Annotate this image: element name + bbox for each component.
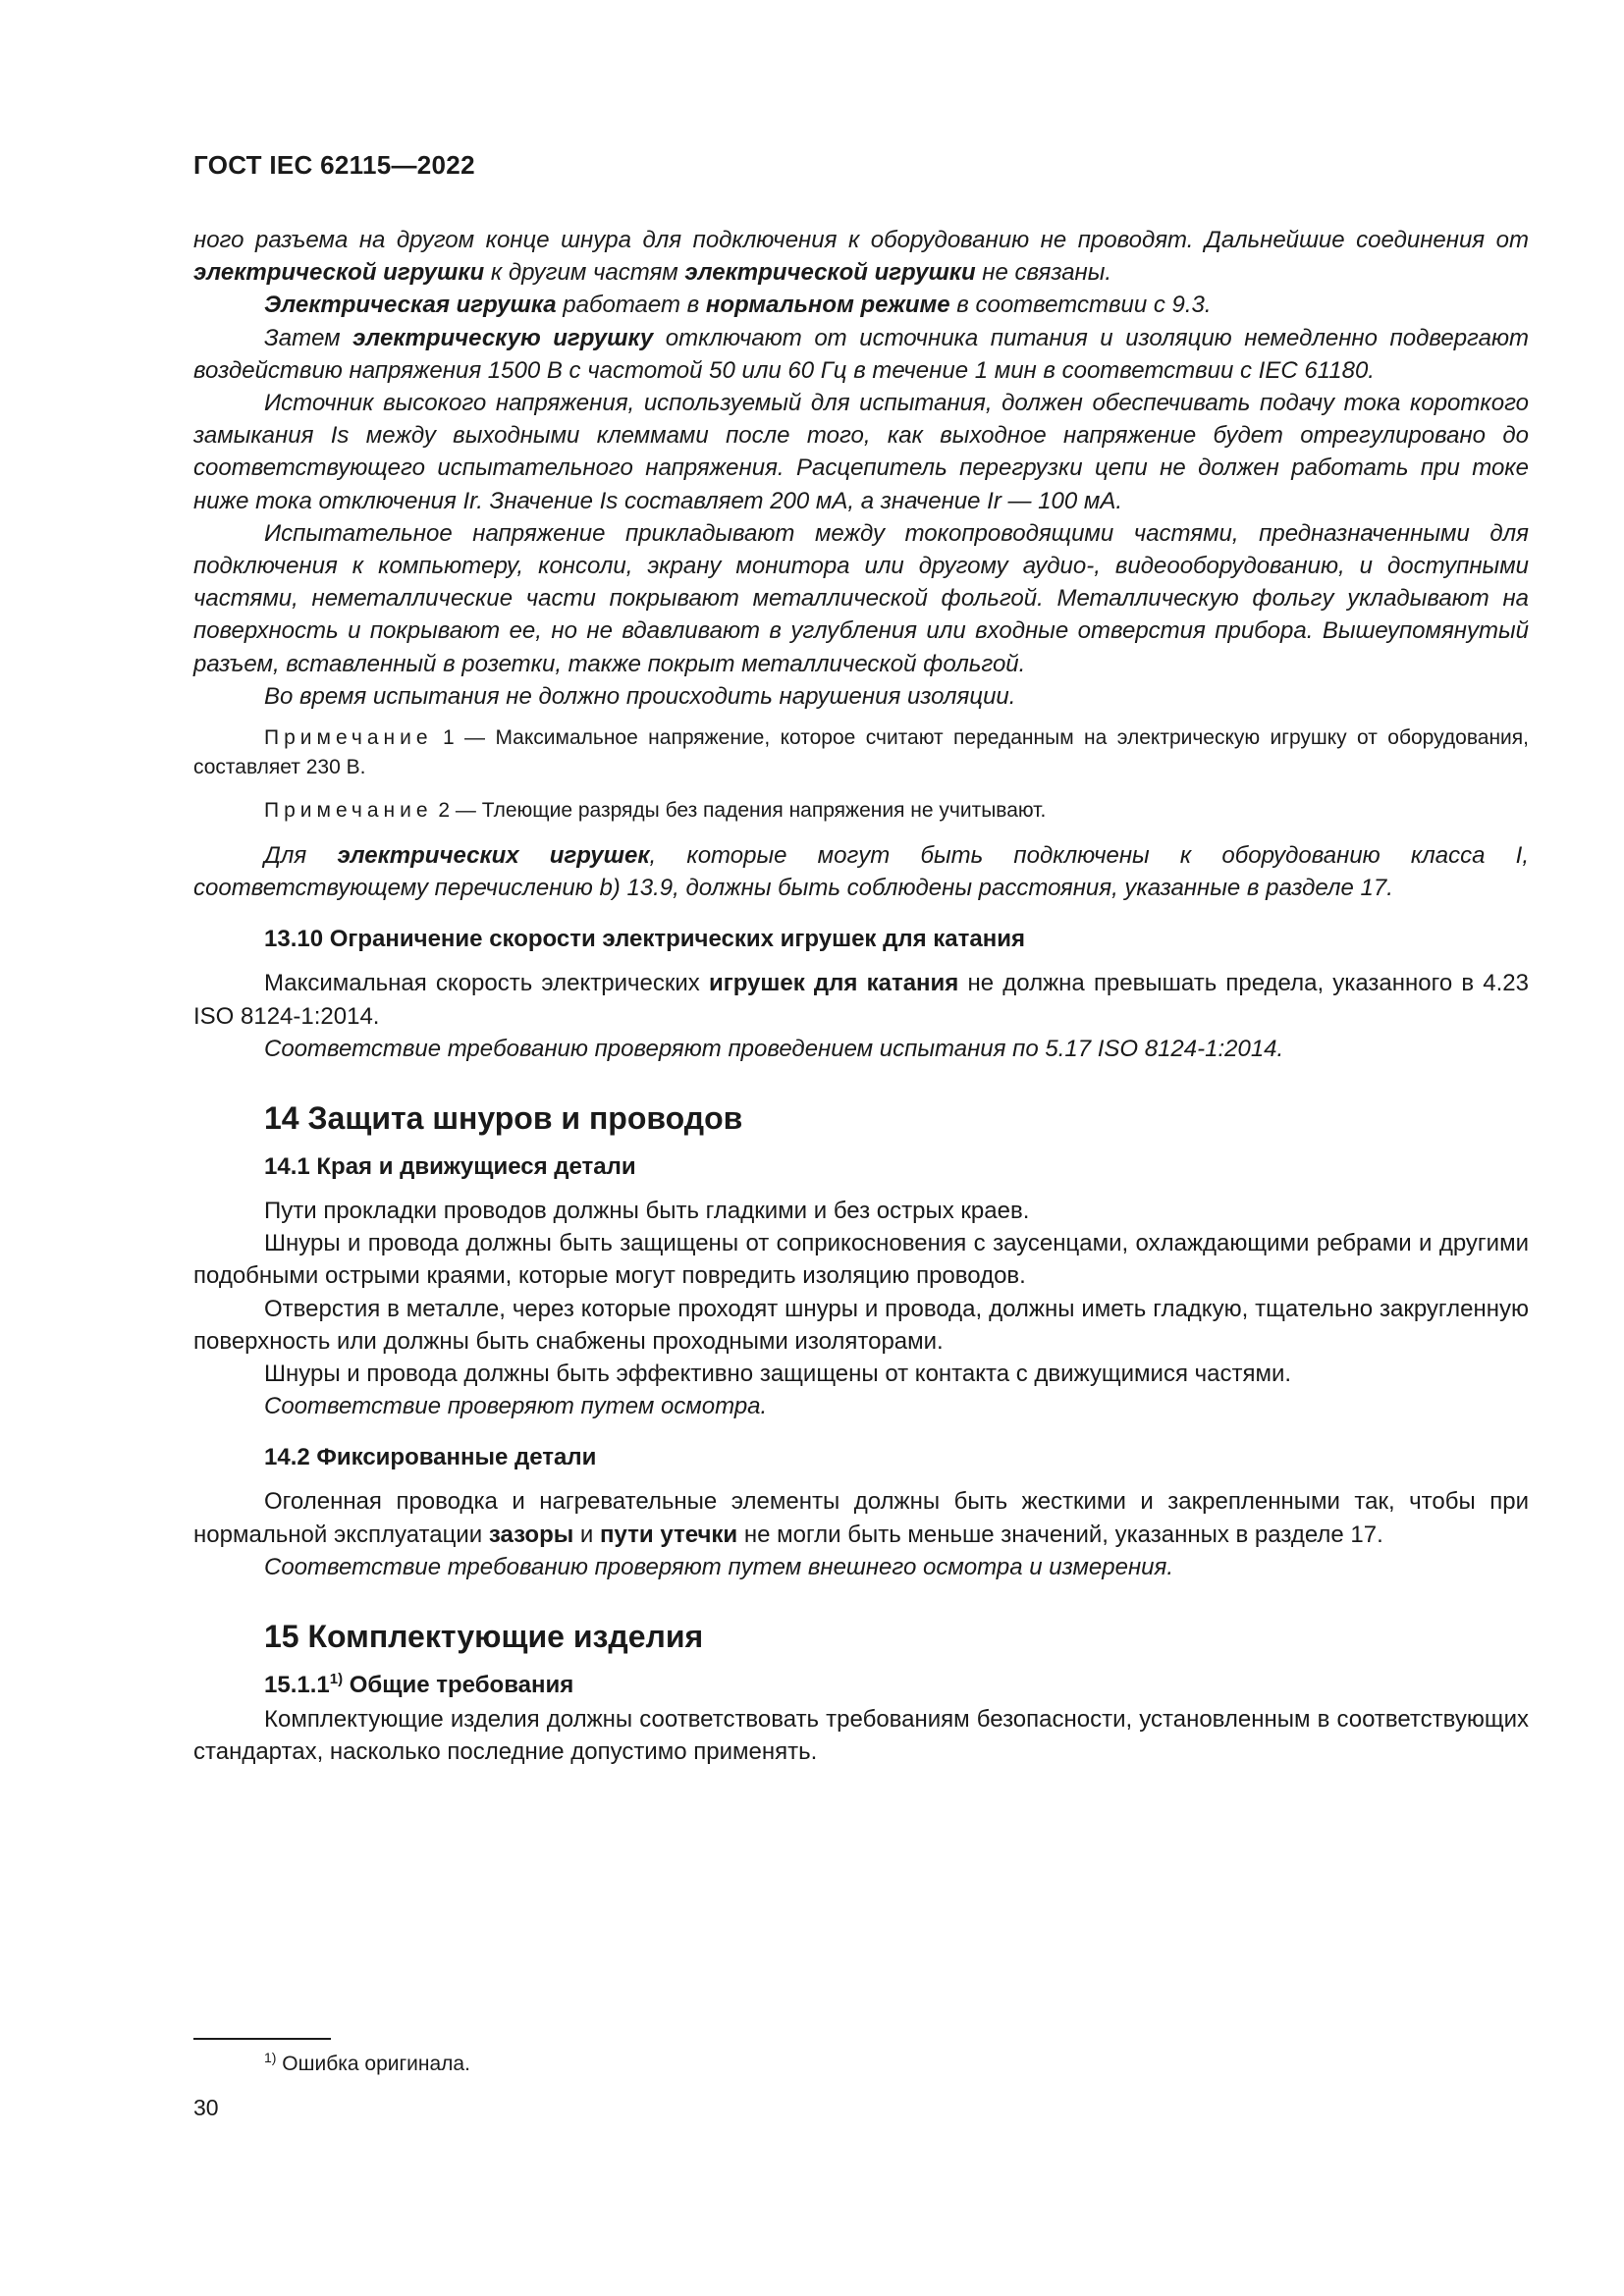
paragraph-14-1-a: Пути прокладки проводов должны быть гладкими и без острых краев. [264,1198,1030,1225]
term-ride-on-toys: игрушек для катания [708,970,959,997]
paragraph-test-voltage: Испытательное напряжение прикладывают между токопроводящими частями, предназначенными для подключения к компьютеру, консоли, экрану монитора или другому аудио-, видеооборудованию, и доступными частями, неметаллические части покрывают металлической фольгой. Металлическую фольгу укладывают на поверхность и покрывают ее, но не вдавливают в углубления или входные отверстия прибора. Вышеупомянутый разъем, вставленный в розетки, также покрыт металлической фольгой. [193,519,1529,677]
footnote-divider [193,2038,331,2040]
page-number: 30 [193,2095,219,2120]
paragraph-voltage-test: Затем электрическую игрушку отключают от источника питания и изоляцию немедленно подвергают воздействию напряжения 1500 В с частотой 50 или 60 Гц в течение 1 мин в соответствии с IEC 61180. [193,324,1529,384]
footnote-ref: 1) [329,1671,344,1688]
paragraph-14-1-c: Отверстия в металле, через которые проходят шнуры и провода, должны иметь гладкую, тщательно закругленную поверхность или должны быть снабжены проходными изоляторами. [193,1295,1529,1355]
paragraph-compliance-14-1: Соответствие проверяют путем осмотра. [264,1393,768,1420]
paragraph-compliance-13-10: Соответствие требованию проверяют проведением испытания по 5.17 ISO 8124-1:2014. [264,1035,1284,1062]
paragraph-15-1-1: Комплектующие изделия должны соответствовать требованиям безопасности, установленным в соответствующих стандартах, насколько последние допустимо применять. [193,1706,1529,1766]
paragraph-class-i: Для электрических игрушек, которые могут быть подключены к оборудованию класса I, соответствующему перечислению b) 13.9, должны быть соблюдены расстояния, указанные в разделе 17. [193,842,1529,902]
term-electric-toy: электрической игрушки [684,259,976,287]
term-creepage-distances: пути утечки [600,1521,738,1548]
note-1: Примечание 1 — Максимальное напряжение, которое считают переданным на электрическую игрушку от оборудования, составляет 230 В. [193,726,1529,779]
paragraph-14-1-b: Шнуры и провода должны быть защищены от соприкосновения с заусенцами, охлаждающими ребрами и другими подобными острыми краями, которые могут повредить изоляцию проводов. [193,1230,1529,1290]
note-2: Примечание 2 — Тлеющие разряды без падения напряжения не учитывают. [264,799,1047,823]
heading-14-1: 14.1 Края и движущиеся детали [264,1153,636,1181]
heading-14-2: 14.2 Фиксированные детали [264,1444,597,1471]
running-header: ГОСТ IEC 62115—2022 [193,150,475,180]
term-electric-toys: электрических игрушек [337,842,650,870]
page-body [193,224,1529,1769]
paragraph-high-voltage-source: Источник высокого напряжения, используемый для испытания, должен обеспечивать подачу тока короткого замыкания Is между выходными клеммами после того, как выходное напряжение будет отрегулировано до соответствующего испытательного напряжения. Расцепитель перегрузки цепи не должен работать при токе ниже тока отключения Ir. Значение Is составляет 200 мА, а значение Ir — 100 мА. [193,390,1529,514]
note-label: Примечание [264,799,433,823]
paragraph-compliance-14-2: Соответствие требованию проверяют путем внешнего осмотра и измерения. [264,1553,1174,1580]
heading-15-1-1: 15.1.1$^{1)}$ Общие требования [264,1671,574,1699]
paragraph-no-breakdown: Во время испытания не должно происходить нарушения изоляции. [264,682,1016,710]
heading-13-10: 13.10 Ограничение скорости электрических игрушек для катания [264,926,1025,953]
paragraph-normal-mode: Электрическая игрушка работает в нормальном режиме в соответствии с 9.3. [264,292,1212,319]
paragraph-14-1-d: Шнуры и провода должны быть эффективно защищены от контакта с движущимися частями. [264,1361,1292,1388]
term-electric-toy: Электрическая игрушка [264,292,557,319]
term-normal-mode: нормальном режиме [705,292,950,319]
paragraph-continued: ного разъема на другом конце шнура для подключения к оборудованию не проводят. Дальнейшие соединения от электрической игрушки к другим частям электрической игрушки не связаны. [193,227,1529,287]
heading-section-15: 15 Комплектующие изделия [264,1619,704,1655]
term-clearances: зазоры [488,1521,574,1548]
footnote-mark: 1) [264,2050,277,2065]
note-label: Примечание [264,726,433,750]
term-electric-toy: электрической игрушки [193,259,485,287]
paragraph-14-2-a: Оголенная проводка и нагревательные элементы должны быть жесткими и закрепленными так, чтобы при нормальной эксплуатации зазоры и пути утечки не могли быть меньше значений, указанных в разделе 17. [193,1488,1529,1548]
paragraph-max-speed: Максимальная скорость электрических игрушек для катания не должна превышать предела, указанного в 4.23 ISO 8124-1:2014. [193,970,1530,1030]
term-electric-toy: электрическую игрушку [352,324,654,351]
heading-section-14: 14 Защита шнуров и проводов [264,1100,743,1137]
footnote: $^{1)}$ Ошибка оригинала. [264,2050,470,2075]
